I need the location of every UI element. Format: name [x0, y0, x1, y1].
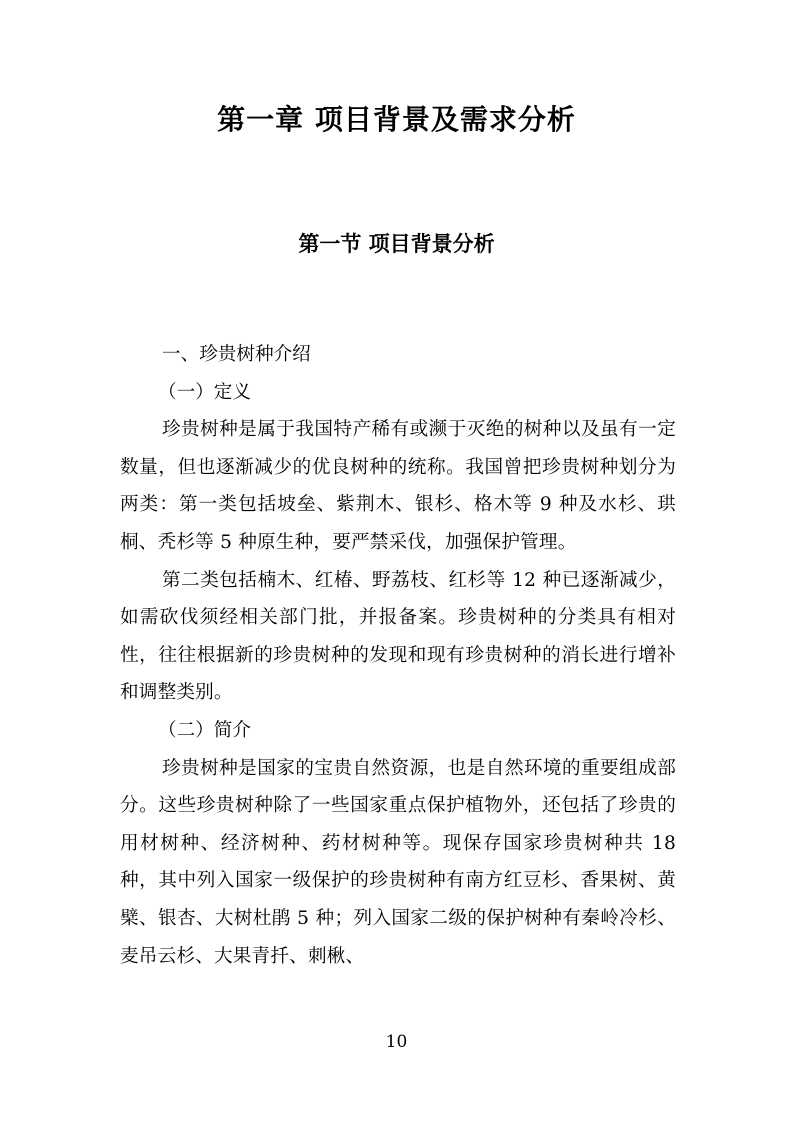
subheading-definition: （一）定义: [158, 381, 251, 403]
section-title: 第一节 项目背景分析: [298, 231, 495, 256]
subheading-introduction: （二）简介: [158, 719, 251, 741]
body-text: [120, 336, 676, 975]
page-number: 10: [385, 1032, 408, 1052]
paragraph-second-category: 第二类包括楠木、红椿、野荔枝、红杉等 12 种已逐渐减少，如需砍伐须经相关部门批，并报备案。珍贵树种的分类具有相对性，往往根据新的珍贵树种的发现和现有珍贵树种的消长进行增补和调整类别。: [120, 569, 676, 704]
paragraph-introduction: 珍贵树种是国家的宝贵自然资源，也是自然环境的重要组成部分。这些珍贵树种除了一些国家重点保护植物外，还包括了珍贵的用材树种、经济树种、药材树种等。现保存国家珍贵树种共 18 种，其中列入国家一级保护的珍贵树种有南方红豆杉、香果树、黄檗、银杏、大树杜鹃 5 种；列入国家二级的保护树种有秦岭冷杉、麦吊云杉、大果青扦、刺楸、: [120, 757, 676, 967]
chapter-title: 第一章 项目背景及需求分析: [217, 103, 576, 136]
paragraph-definition: 珍贵树种是属于我国特产稀有或濒于灭绝的树种以及虽有一定数量，但也逐渐减少的优良树种的统称。我国曾把珍贵树种划分为两类：第一类包括坡垒、紫荆木、银杉、格木等 9 种及水杉、珙桐、秃杉等 5 种原生种，要严禁采伐，加强保护管理。: [120, 419, 676, 553]
heading-rare-tree-intro: 一、珍贵树种介绍: [162, 344, 311, 365]
